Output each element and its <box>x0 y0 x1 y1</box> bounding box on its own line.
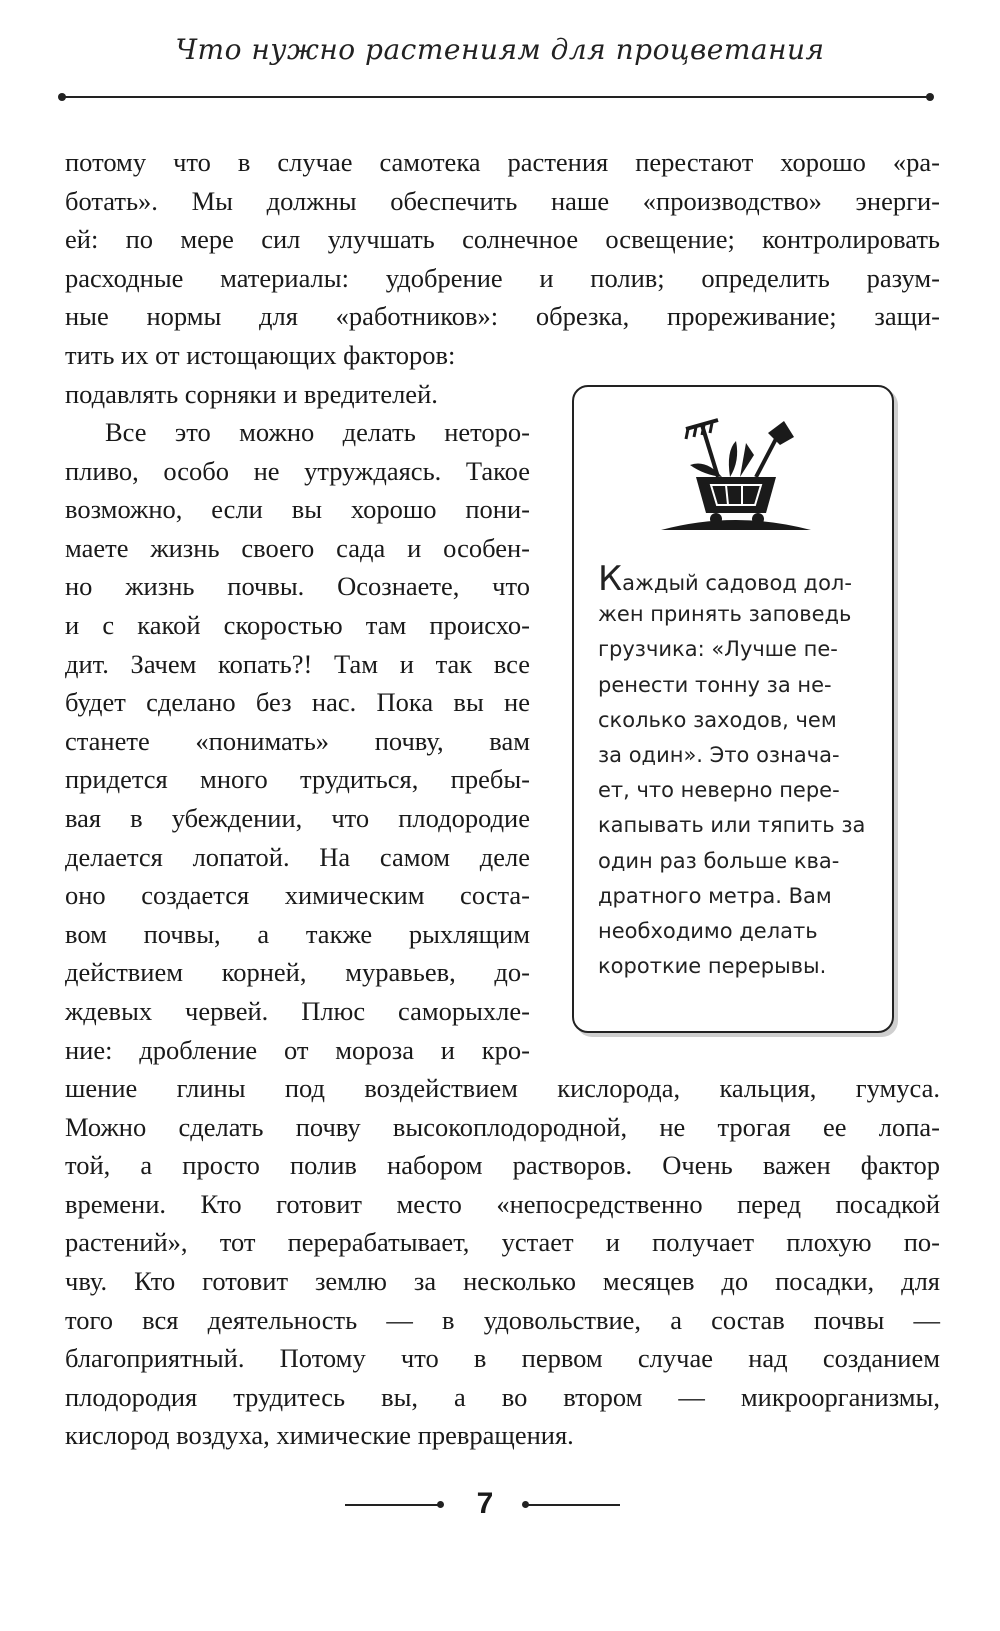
page-number: 7 <box>476 1487 494 1520</box>
body-text-top <box>65 143 940 413</box>
text-line: тить их от истощающих факторов: <box>65 339 456 370</box>
text-line: Все это можно делать неторо- <box>105 417 530 447</box>
text-line: возможно, если вы хорошо пони- <box>65 494 530 525</box>
text-line: той, а просто полив набором растворов. Очень важен фактор <box>65 1150 940 1181</box>
text-line: времени. Кто готовит место «непосредственно перед посадкой <box>65 1188 940 1219</box>
body-text-wrapped <box>65 413 530 1069</box>
tip-first-line-rest: аждый садовод дол- <box>622 571 852 595</box>
text-line: пливо, особо не утруждаясь. Такое <box>65 455 530 486</box>
text-line: Можно сделать почву высокоплодородной, не трогая ее лопа- <box>65 1111 940 1142</box>
text-line: благоприятный. Потому что в первом случае над созданием <box>65 1343 940 1374</box>
text-line: ние: дробление от мороза и кро- <box>65 1034 530 1065</box>
tip-line: за один». Это означа- <box>598 742 840 767</box>
text-line: будет сделано без нас. Пока вы не <box>65 687 530 718</box>
text-line: плодородия трудитесь вы, а во втором — микроорганизмы, <box>65 1381 940 1412</box>
body-text-bottom <box>65 1069 940 1455</box>
footer-dot-left <box>437 1501 444 1508</box>
text-line: дит. Зачем копать?! Там и так все <box>65 648 530 679</box>
tip-line: необходимо делать <box>598 918 818 943</box>
text-line: действием корней, муравьев, до- <box>65 957 530 988</box>
header-rule <box>62 96 930 98</box>
tip-line: ет, что неверно пере- <box>598 778 840 803</box>
text-line: растений», тот перерабатывает, устает и получает плохую по- <box>65 1227 940 1258</box>
text-line: вая в убеждении, что плодородие <box>65 802 530 833</box>
tip-line: дратного метра. Вам <box>598 883 832 908</box>
tip-line: короткие перерывы. <box>598 954 827 979</box>
text-line: ждевых червей. Плюс саморыхле- <box>65 995 530 1026</box>
text-line: станете «понимать» почву, вам <box>65 725 530 756</box>
tip-sidebar <box>572 385 894 1033</box>
tip-line: один раз больше ква- <box>598 848 840 873</box>
text-line: и с какой скоростью там происхо- <box>65 609 530 640</box>
footer-rule-left <box>345 1504 440 1506</box>
garden-tools-cart-icon <box>656 415 816 535</box>
tip-line: сколько заходов, чем <box>598 707 837 732</box>
tip-text <box>598 559 873 984</box>
text-line: но жизнь почвы. Осознаете, что <box>65 571 530 602</box>
text-line: ботать». Мы должны обеспечить наше «производство» энерги- <box>65 185 940 216</box>
tip-line: грузчика: «Лучше пе- <box>598 637 838 662</box>
text-line: ные нормы для «работников»: обрезка, прореживание; защи- <box>65 301 940 332</box>
tip-line: ренести тонну за не- <box>598 672 832 697</box>
text-line: оно создается химическим соста- <box>65 880 530 911</box>
footer-rule-right <box>525 1504 620 1506</box>
text-line: того вся деятельность — в удовольствие, а состав почвы — <box>65 1304 940 1335</box>
text-line: шение глины под воздействием кислорода, кальция, гумуса. <box>65 1073 940 1103</box>
text-line: маете жизнь своего сада и особен- <box>65 532 530 563</box>
text-line: потому что в случае самотека растения перестают хорошо «ра- <box>65 147 940 177</box>
text-line: подавлять сорняки и вредителей. <box>65 378 438 409</box>
text-line: кислород воздуха, химические превращения. <box>65 1420 574 1451</box>
text-line: вом почвы, а также рыхлящим <box>65 918 530 949</box>
page-footer <box>0 1480 1000 1530</box>
text-line: придется много трудиться, пребы- <box>65 764 530 795</box>
tip-line: жен принять заповедь <box>598 602 852 627</box>
running-head: Что нужно растениям для процветания <box>175 33 825 66</box>
drop-cap: К <box>598 559 623 599</box>
text-line: расходные материалы: удобрение и полив; определить разум- <box>65 262 940 293</box>
tip-line <box>598 559 873 599</box>
tip-line: капывать или тяпить за <box>598 813 866 838</box>
text-line: ей: по мере сил улучшать солнечное освещение; контролировать <box>65 224 940 255</box>
text-line: делается лопатой. На самом деле <box>65 841 530 872</box>
text-line: чву. Кто готовит землю за несколько месяцев до посадки, для <box>65 1265 940 1296</box>
